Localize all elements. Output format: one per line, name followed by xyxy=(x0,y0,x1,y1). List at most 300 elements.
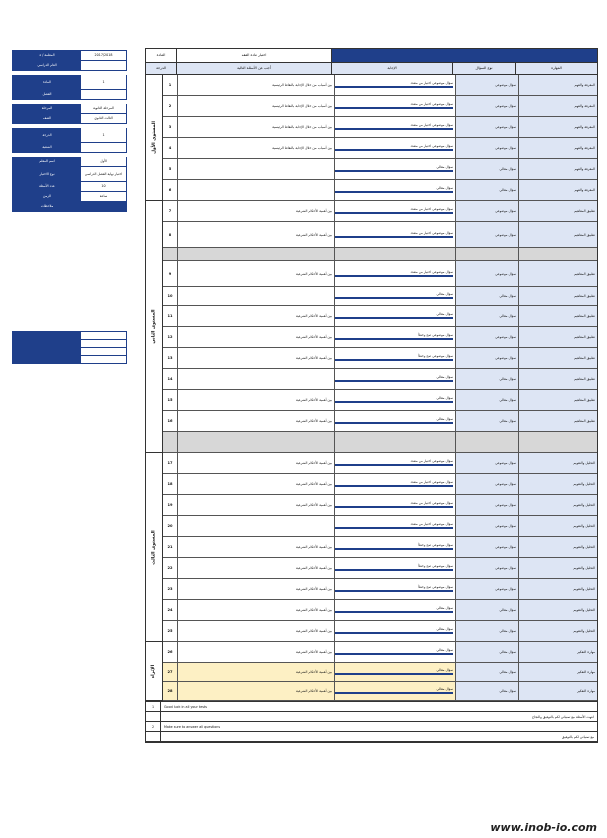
answer-line xyxy=(335,128,453,130)
question-type: سؤال مقالي xyxy=(456,663,519,681)
info-row xyxy=(12,90,127,100)
info-label: نوع الاختبار xyxy=(13,167,81,181)
section-label xyxy=(146,642,162,701)
section-name: الإثراء xyxy=(151,664,157,678)
question-number: 24 xyxy=(163,600,178,620)
question-category: تطبيق المفاهيم xyxy=(519,411,597,431)
info-row xyxy=(12,104,127,114)
questions-table xyxy=(145,48,598,743)
question-category: التحليل والتقويم xyxy=(519,621,597,641)
question-type: سؤال موضوعي xyxy=(456,138,519,158)
question-answer xyxy=(335,201,456,221)
footer-number xyxy=(146,712,161,721)
question-answer xyxy=(335,159,456,179)
row2-mid: أجب عن الأسئلة التالية xyxy=(176,63,331,74)
answer-text: سؤال موضوعي اختيار من متعدد xyxy=(410,501,453,505)
question-number: 14 xyxy=(163,369,178,389)
answer-line xyxy=(335,632,453,634)
question-type: سؤال مقالي xyxy=(456,682,519,700)
question-type xyxy=(456,432,519,452)
answer-text: سؤال مقالي xyxy=(436,417,453,421)
table-row xyxy=(163,453,597,474)
question-category: التحليل والتقويم xyxy=(519,516,597,536)
footer-text: Good luck in all your tests xyxy=(164,704,207,709)
question-number: 4 xyxy=(163,138,178,158)
footer-row xyxy=(146,712,597,722)
answer-line xyxy=(335,212,453,214)
question-text xyxy=(178,516,335,536)
info-value: الأول xyxy=(81,157,126,166)
question-answer xyxy=(335,579,456,599)
info-label: المعلمة / ة xyxy=(13,51,81,60)
question-type: سؤال موضوعي xyxy=(456,579,519,599)
watermark: www.inob-io.com xyxy=(490,821,597,834)
footer-text: انتهت الأسئلة مع تمنياتي لكم بالتوفيق والنجاح xyxy=(531,714,594,719)
answer-text: سؤال موضوعي صح وخطأ xyxy=(418,333,453,337)
question-answer xyxy=(335,621,456,641)
question-answer xyxy=(335,96,456,116)
question-type: سؤال موضوعي xyxy=(456,327,519,347)
answer-text: سؤال مقالي xyxy=(436,396,453,400)
signature-row xyxy=(12,356,127,364)
answer-line xyxy=(335,236,453,238)
question-type: سؤال مقالي xyxy=(456,306,519,326)
info-label: المرحلة xyxy=(13,104,81,113)
question-text: بين أسباب من خلال الإجابة بالنقاط الرئيسية xyxy=(178,75,335,95)
question-text xyxy=(178,369,335,389)
info-row xyxy=(12,167,127,182)
question-category: مهارة التفكير xyxy=(519,642,597,662)
question-number: 11 xyxy=(163,306,178,326)
footer-number xyxy=(146,732,161,741)
question-number: 5 xyxy=(163,159,178,179)
info-label: الفصل xyxy=(13,90,81,99)
question-answer xyxy=(335,432,456,452)
question-type xyxy=(456,248,519,260)
answer-text: سؤال موضوعي صح وخطأ xyxy=(418,354,453,358)
question-type: سؤال موضوعي xyxy=(456,453,519,473)
table-row xyxy=(163,369,597,390)
info-label: اسم المعلم xyxy=(13,157,81,166)
answer-text: سؤال موضوعي صح وخطأ xyxy=(418,585,453,589)
question-answer xyxy=(335,117,456,137)
answer-text: سؤال موضوعي اختيار من متعدد xyxy=(410,459,453,463)
info-value: اختبار نهاية الفصل الدراسي xyxy=(81,167,126,181)
question-answer xyxy=(335,474,456,494)
info-label: الصف xyxy=(13,114,81,123)
question-type: سؤال مقالي xyxy=(456,642,519,662)
info-label: المادة xyxy=(13,75,81,89)
question-text xyxy=(178,159,335,179)
question-number: 19 xyxy=(163,495,178,515)
table-row xyxy=(163,537,597,558)
question-number: 8 xyxy=(163,222,178,247)
question-category: المعرفة والفهم xyxy=(519,180,597,200)
question-text: بين أهمية الأحكام الشرعية xyxy=(178,453,335,473)
question-type: سؤال موضوعي xyxy=(456,96,519,116)
info-label: ملاحظات xyxy=(13,202,81,211)
question-text: بين أهمية الأحكام الشرعية xyxy=(178,222,335,247)
question-answer xyxy=(335,327,456,347)
question-answer xyxy=(335,600,456,620)
question-category: المعرفة والفهم xyxy=(519,159,597,179)
answer-line xyxy=(335,422,453,424)
question-number: 25 xyxy=(163,621,178,641)
section-label xyxy=(146,75,162,201)
question-number: 22 xyxy=(163,558,178,578)
signature-row xyxy=(12,331,127,340)
table-footer xyxy=(146,701,597,742)
info-label: الزمن xyxy=(13,192,81,201)
signature-row xyxy=(12,340,127,348)
question-category: مهارة التفكير xyxy=(519,663,597,681)
question-category: مهارة التفكير xyxy=(519,682,597,700)
info-row xyxy=(12,61,127,71)
question-category: تطبيق المفاهيم xyxy=(519,327,597,347)
answer-text: سؤال مقالي xyxy=(436,606,453,610)
table-row xyxy=(163,138,597,159)
answer-text: سؤال موضوعي اختيار من متعدد xyxy=(410,522,453,526)
answer-text: سؤال موضوعي اختيار من متعدد xyxy=(410,269,453,274)
question-category xyxy=(519,248,597,260)
table-row xyxy=(163,579,597,600)
question-answer xyxy=(335,453,456,473)
section-name: المستوى الثاني xyxy=(151,309,157,344)
info-value: المرحلة الثانوية xyxy=(81,104,126,113)
question-number: 21 xyxy=(163,537,178,557)
question-category: التحليل والتقويم xyxy=(519,558,597,578)
question-number: 17 xyxy=(163,453,178,473)
question-type: سؤال موضوعي xyxy=(456,222,519,247)
question-type: سؤال موضوعي xyxy=(456,495,519,515)
question-type: سؤال موضوعي xyxy=(456,558,519,578)
question-number: 3 xyxy=(163,117,178,137)
question-answer xyxy=(335,516,456,536)
answer-text: سؤال مقالي xyxy=(436,627,453,631)
question-number: 7 xyxy=(163,201,178,221)
col-category-header: المهارة xyxy=(515,63,597,74)
table-row xyxy=(163,248,597,261)
section-name: المستوى الثالث xyxy=(151,529,157,565)
question-text xyxy=(178,180,335,200)
question-text: بين أهمية الأحكام الشرعية xyxy=(178,537,335,557)
question-answer xyxy=(335,390,456,410)
question-answer xyxy=(335,180,456,200)
answer-text: سؤال موضوعي اختيار من متعدد xyxy=(410,480,453,484)
table-row xyxy=(163,96,597,117)
table-row xyxy=(163,261,597,287)
answer-text: سؤال مقالي xyxy=(436,292,453,296)
question-text: بين أهمية الأحكام الشرعية xyxy=(178,495,335,515)
question-number: 18 xyxy=(163,474,178,494)
question-text: بين أسباب من خلال الإجابة بالنقاط الرئيسية xyxy=(178,138,335,158)
table-row xyxy=(163,222,597,248)
question-text: بين أهمية الأحكام الشرعية xyxy=(178,558,335,578)
question-text: بين أهمية الأحكام الشرعية xyxy=(178,348,335,368)
info-row xyxy=(12,182,127,192)
question-number: 16 xyxy=(163,411,178,431)
table-row xyxy=(163,600,597,621)
table-row xyxy=(163,75,597,96)
info-row xyxy=(12,192,127,202)
table-row xyxy=(163,117,597,138)
question-category: تطبيق المفاهيم xyxy=(519,222,597,247)
answer-text: سؤال مقالي xyxy=(436,165,453,169)
question-category xyxy=(519,432,597,452)
table-row xyxy=(163,432,597,453)
question-answer xyxy=(335,222,456,247)
answer-text: سؤال مقالي xyxy=(436,186,453,190)
footer-number: 1 xyxy=(146,702,161,711)
footer-row xyxy=(146,722,597,732)
question-category: التحليل والتقويم xyxy=(519,579,597,599)
answer-line xyxy=(335,275,453,277)
question-answer xyxy=(335,369,456,389)
question-number: 9 xyxy=(163,261,178,286)
table-row xyxy=(163,642,597,663)
question-number: 2 xyxy=(163,96,178,116)
answer-text: سؤال مقالي xyxy=(436,312,453,316)
question-category: التحليل والتقويم xyxy=(519,600,597,620)
table-row xyxy=(163,306,597,327)
question-type: سؤال مقالي xyxy=(456,287,519,305)
answer-text: سؤال مقالي xyxy=(436,375,453,379)
answer-text: سؤال مقالي xyxy=(436,687,453,691)
question-number: 12 xyxy=(163,327,178,347)
col-answer-header: الإجابة xyxy=(331,63,452,74)
answer-line xyxy=(335,692,453,694)
question-type: سؤال مقالي xyxy=(456,600,519,620)
question-answer xyxy=(335,495,456,515)
info-row xyxy=(12,157,127,167)
info-value: الثالث الثانوي xyxy=(81,114,126,123)
info-row xyxy=(12,75,127,90)
question-answer xyxy=(335,75,456,95)
answer-line xyxy=(335,338,453,340)
question-number: 27 xyxy=(163,663,178,681)
question-type: سؤال موضوعي xyxy=(456,201,519,221)
question-answer xyxy=(335,558,456,578)
answer-text: سؤال مقالي xyxy=(436,648,453,652)
question-number: 26 xyxy=(163,642,178,662)
question-category: التحليل والتقويم xyxy=(519,453,597,473)
answer-line xyxy=(335,653,453,655)
footer-number: 2 xyxy=(146,722,161,731)
answer-line xyxy=(335,590,453,592)
info-value: 10 xyxy=(81,182,126,191)
question-answer xyxy=(335,248,456,260)
question-number: 28 xyxy=(163,682,178,700)
info-value: 1 xyxy=(81,75,126,89)
answer-line xyxy=(335,673,453,675)
section-label xyxy=(146,453,162,642)
question-category: المعرفة والفهم xyxy=(519,117,597,137)
answer-text: سؤال موضوعي اختيار من متعدد xyxy=(410,81,453,85)
answer-line xyxy=(335,506,453,508)
question-text: بين أهمية الأحكام الشرعية xyxy=(178,327,335,347)
question-text: بين أهمية الأحكام الشرعية xyxy=(178,201,335,221)
question-category: تطبيق المفاهيم xyxy=(519,306,597,326)
question-number: 23 xyxy=(163,579,178,599)
answer-text: سؤال موضوعي اختيار من متعدد xyxy=(410,230,453,235)
question-category: المعرفة والفهم xyxy=(519,96,597,116)
section-label xyxy=(146,201,162,453)
question-text: بين أهمية الأحكام الشرعية xyxy=(178,682,335,700)
signature-row xyxy=(12,348,127,356)
answer-text: سؤال موضوعي اختيار من متعدد xyxy=(410,144,453,148)
answer-line xyxy=(335,317,453,319)
table-row xyxy=(163,327,597,348)
table-row xyxy=(163,180,597,201)
question-number: 6 xyxy=(163,180,178,200)
table-row xyxy=(163,287,597,306)
section-name: المستوى الأول xyxy=(151,121,157,154)
table-row xyxy=(163,621,597,642)
answer-line xyxy=(335,401,453,403)
question-answer xyxy=(335,537,456,557)
question-text: بين أهمية الأحكام الشرعية xyxy=(178,663,335,681)
question-text: بين أهمية الأحكام الشرعية xyxy=(178,621,335,641)
question-answer xyxy=(335,348,456,368)
question-category: تطبيق المفاهيم xyxy=(519,261,597,286)
table-row xyxy=(163,516,597,537)
footer-text: Make sure to answer all questions xyxy=(164,724,221,729)
info-row xyxy=(12,143,127,153)
question-type: سؤال موضوعي xyxy=(456,474,519,494)
question-number: 1 xyxy=(163,75,178,95)
question-type: سؤال مقالي xyxy=(456,369,519,389)
question-number xyxy=(163,248,178,260)
question-number: 10 xyxy=(163,287,178,305)
question-type: سؤال مقالي xyxy=(456,621,519,641)
table-row xyxy=(163,390,597,411)
info-value xyxy=(81,90,126,99)
title-label: المادة xyxy=(156,53,166,57)
question-answer xyxy=(335,411,456,431)
question-number xyxy=(163,432,178,452)
question-category: التحليل والتقويم xyxy=(519,474,597,494)
question-category: تطبيق المفاهيم xyxy=(519,369,597,389)
table-row xyxy=(163,474,597,495)
info-label: عدد الأسئلة xyxy=(13,182,81,191)
question-text: بين أهمية الأحكام الشرعية xyxy=(178,306,335,326)
info-value xyxy=(81,202,126,211)
question-text: بين أهمية الأحكام الشرعية xyxy=(178,390,335,410)
info-value: 2017/2018 xyxy=(81,51,126,60)
table-row xyxy=(163,411,597,432)
question-answer xyxy=(335,663,456,681)
answer-line xyxy=(335,86,453,88)
question-type: سؤال مقالي xyxy=(456,390,519,410)
signature-table xyxy=(12,331,127,364)
question-category: تطبيق المفاهيم xyxy=(519,390,597,410)
table-row xyxy=(163,201,597,222)
footer-row xyxy=(146,732,597,742)
info-value xyxy=(81,143,126,152)
question-text xyxy=(178,287,335,305)
table-row xyxy=(163,558,597,579)
question-text: بين أسباب من خلال الإجابة بالنقاط الرئيسية xyxy=(178,96,335,116)
info-row xyxy=(12,202,127,212)
answer-line xyxy=(335,611,453,613)
answer-line xyxy=(335,527,453,529)
info-row xyxy=(12,128,127,143)
table-row xyxy=(163,348,597,369)
answer-line xyxy=(335,359,453,361)
answer-text: سؤال موضوعي اختيار من متعدد xyxy=(410,102,453,106)
question-text xyxy=(178,432,335,452)
info-label: الدرجة xyxy=(13,128,81,142)
question-number: 13 xyxy=(163,348,178,368)
question-category: تطبيق المفاهيم xyxy=(519,201,597,221)
question-rows xyxy=(163,75,597,701)
footer-row xyxy=(146,702,597,712)
table-row xyxy=(163,682,597,701)
answer-line xyxy=(335,485,453,487)
question-type: سؤال موضوعي xyxy=(456,348,519,368)
question-text xyxy=(178,248,335,260)
question-text: بين أهمية الأحكام الشرعية xyxy=(178,642,335,662)
question-answer xyxy=(335,287,456,305)
answer-line xyxy=(335,297,453,299)
info-value: 1 xyxy=(81,128,126,142)
answer-line xyxy=(335,170,453,172)
answer-text: سؤال موضوعي صح وخطأ xyxy=(418,543,453,547)
answer-text: سؤال مقالي xyxy=(436,668,453,672)
answer-line xyxy=(335,569,453,571)
sections-column xyxy=(146,75,163,701)
question-type: سؤال موضوعي xyxy=(456,75,519,95)
info-label: العام الدراسي xyxy=(13,61,81,70)
question-category: تطبيق المفاهيم xyxy=(519,287,597,305)
question-category: تطبيق المفاهيم xyxy=(519,348,597,368)
table-header-row xyxy=(146,63,597,75)
question-number: 15 xyxy=(163,390,178,410)
table-row xyxy=(163,495,597,516)
answer-line xyxy=(335,191,453,193)
answer-text: سؤال موضوعي اختيار من متعدد xyxy=(410,123,453,127)
info-value xyxy=(81,61,126,70)
question-text: بين أهمية الأحكام الشرعية xyxy=(178,579,335,599)
table-row xyxy=(163,663,597,682)
table-title-row xyxy=(146,49,597,63)
row2-left: الدرجة xyxy=(156,66,166,70)
question-text: بين أهمية الأحكام الشرعية xyxy=(178,261,335,286)
question-text: بين أسباب من خلال الإجابة بالنقاط الرئيسية xyxy=(178,117,335,137)
answer-line xyxy=(335,107,453,109)
question-text: بين أهمية الأحكام الشرعية xyxy=(178,474,335,494)
question-number: 20 xyxy=(163,516,178,536)
title-value: اختبار مادة الفقه xyxy=(176,49,331,62)
question-text: بين أهمية الأحكام الشرعية xyxy=(178,411,335,431)
question-answer xyxy=(335,261,456,286)
info-label: الشعبة xyxy=(13,143,81,152)
exam-info-table xyxy=(12,50,127,212)
question-answer xyxy=(335,306,456,326)
footer-text: مع تمنياتي لكم بالتوفيق xyxy=(561,734,594,739)
question-type: سؤال موضوعي xyxy=(456,117,519,137)
info-row xyxy=(12,50,127,61)
question-type: سؤال موضوعي xyxy=(456,516,519,536)
question-type: سؤال مقالي xyxy=(456,180,519,200)
answer-line xyxy=(335,149,453,151)
question-type: سؤال مقالي xyxy=(456,159,519,179)
table-row xyxy=(163,159,597,180)
answer-line xyxy=(335,548,453,550)
question-category: التحليل والتقويم xyxy=(519,495,597,515)
question-answer xyxy=(335,682,456,700)
question-text: بين أهمية الأحكام الشرعية xyxy=(178,600,335,620)
